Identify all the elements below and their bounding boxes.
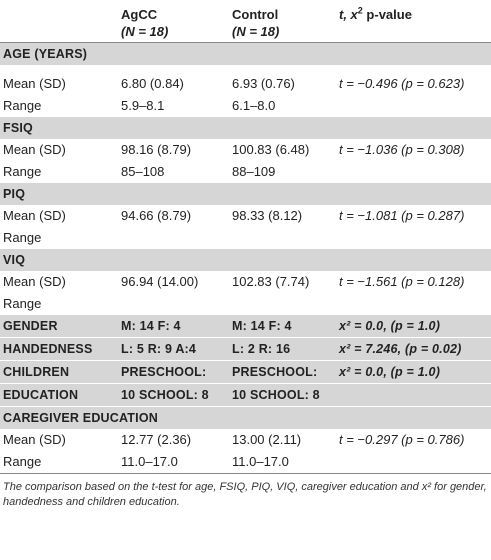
cell-control: 100.83 (6.48)	[232, 142, 310, 157]
cell-control: PRESCHOOL:	[229, 361, 336, 384]
row-label: Range	[0, 451, 118, 474]
cell-control: 6.93 (0.76)	[232, 76, 295, 91]
header-control-n: (N = 18)	[232, 24, 280, 39]
section-caregiver	[0, 407, 491, 430]
header-stat-b: p-value	[362, 7, 412, 22]
cell-control: 11.0–17.0	[229, 451, 336, 474]
section-piq	[0, 183, 491, 205]
table-row	[0, 205, 491, 227]
cell-stat: t = −1.081 (p = 0.287)	[339, 208, 465, 223]
table-footnote: The comparison based on the t-test for age, FSIQ, PIQ, VIQ, caregiver education and x² for gender, handedness and children education.	[3, 481, 487, 508]
header-stat-a: t, x	[339, 7, 358, 22]
row-label-education: EDUCATION	[0, 384, 118, 407]
cell-control	[229, 293, 336, 315]
cell-agcc	[118, 293, 229, 315]
section-viq-title: VIQ	[0, 249, 491, 271]
table-row	[0, 227, 491, 249]
row-label: Range	[3, 230, 42, 245]
cell-agcc: 98.16 (8.79)	[121, 142, 192, 157]
cell-agcc: 94.66 (8.79)	[121, 208, 192, 223]
cell-stat: x² = 7.246, (p = 0.02)	[336, 338, 491, 361]
row-label: Mean (SD)	[3, 208, 66, 223]
table-row	[0, 161, 491, 183]
section-age	[0, 43, 491, 66]
row-label: Range	[3, 296, 42, 311]
cell-control: 88–109	[232, 164, 276, 179]
header-control-name: Control	[232, 7, 279, 22]
table-row	[0, 429, 491, 451]
table-row-education	[0, 384, 491, 407]
cell-agcc: 5.9–8.1	[121, 98, 165, 113]
row-label: Mean (SD)	[3, 432, 66, 447]
cell-stat	[336, 227, 491, 249]
header-stat	[336, 0, 491, 43]
table-row	[0, 293, 491, 315]
cell-control: 102.83 (7.74)	[232, 274, 310, 289]
section-age-title: AGE (YEARS)	[0, 43, 491, 66]
section-piq-title: PIQ	[0, 183, 491, 205]
cell-stat: t = −0.496 (p = 0.623)	[339, 76, 465, 91]
cell-agcc: L: 5 R: 9 A:4	[118, 338, 229, 361]
cell-stat: x² = 0.0, (p = 1.0)	[336, 315, 491, 338]
table-row	[0, 95, 491, 117]
row-label-children: CHILDREN	[0, 361, 118, 384]
table-header-row	[0, 0, 491, 43]
row-label: Mean (SD)	[3, 274, 66, 289]
table-row	[0, 139, 491, 161]
header-stat-sup: 2	[357, 5, 363, 16]
header-blank	[0, 0, 118, 43]
row-label-gender: GENDER	[0, 315, 118, 338]
cell-control: 10 SCHOOL: 8	[229, 384, 336, 407]
cell-control: L: 2 R: 16	[229, 338, 336, 361]
section-viq	[0, 249, 491, 271]
cell-stat	[336, 384, 491, 407]
cell-agcc: 12.77 (2.36)	[121, 432, 192, 447]
cell-agcc: 10 SCHOOL: 8	[118, 384, 229, 407]
table-row-gender	[0, 315, 491, 338]
row-label: Mean (SD)	[3, 142, 66, 157]
table-row-children	[0, 361, 491, 384]
cell-agcc: 96.94 (14.00)	[121, 274, 199, 289]
section-caregiver-title: CAREGIVER EDUCATION	[0, 407, 491, 430]
cell-stat	[336, 95, 491, 117]
cell-control: 6.1–8.0	[232, 98, 276, 113]
cell-control: 13.00 (2.11)	[232, 432, 302, 447]
table-row	[0, 73, 491, 95]
table-row-handedness	[0, 338, 491, 361]
cell-agcc: 11.0–17.0	[118, 451, 229, 474]
header-agcc	[118, 0, 229, 43]
cell-control	[229, 227, 336, 249]
header-agcc-n: (N = 18)	[121, 24, 169, 39]
cell-agcc: M: 14 F: 4	[118, 315, 229, 338]
row-label: Mean (SD)	[3, 76, 66, 91]
cell-control: 98.33 (8.12)	[232, 208, 303, 223]
cell-agcc: 85–108	[121, 164, 165, 179]
cell-stat: x² = 0.0, (p = 1.0)	[336, 361, 491, 384]
cell-control: M: 14 F: 4	[229, 315, 336, 338]
cell-agcc: PRESCHOOL:	[118, 361, 229, 384]
row-label-handedness: HANDEDNESS	[0, 338, 118, 361]
cell-stat: t = −1.036 (p = 0.308)	[339, 142, 465, 157]
cell-stat	[336, 161, 491, 183]
row-label: Range	[3, 98, 42, 113]
cell-stat: t = −0.297 (p = 0.786)	[339, 432, 465, 447]
cell-stat: t = −1.561 (p = 0.128)	[339, 274, 465, 289]
row-label: Range	[3, 164, 42, 179]
header-agcc-name: AgCC	[121, 7, 158, 22]
cell-stat	[336, 451, 491, 474]
table-row	[0, 451, 491, 474]
cell-agcc	[118, 227, 229, 249]
section-fsiq-title: FSIQ	[0, 117, 491, 139]
cell-stat	[336, 293, 491, 315]
section-fsiq	[0, 117, 491, 139]
cell-agcc: 6.80 (0.84)	[121, 76, 184, 91]
table-row	[0, 271, 491, 293]
header-control	[229, 0, 336, 43]
